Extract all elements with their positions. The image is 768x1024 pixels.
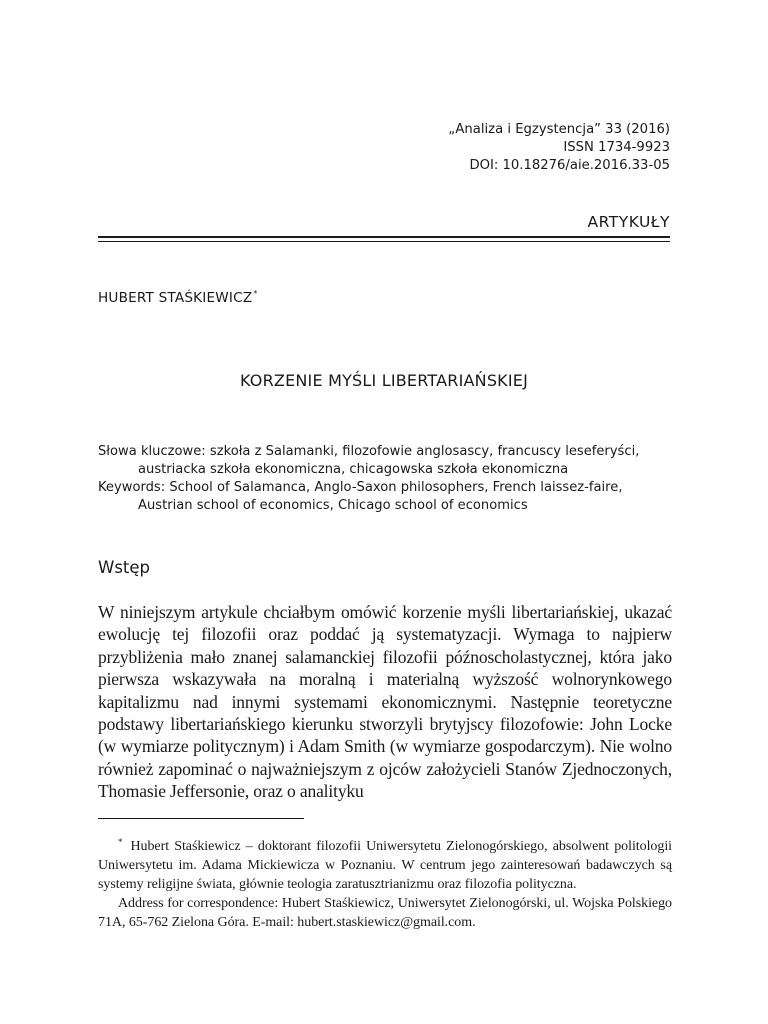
journal-doi: DOI: 10.18276/aie.2016.33-05 xyxy=(469,158,670,173)
journal-info xyxy=(448,121,670,175)
header-rule-thin xyxy=(98,241,670,242)
author-footnote-mark: * xyxy=(253,289,258,298)
body-paragraph: W niniejszym artykule chciałbym omówić korzenie myśli libertariańskiej, ukazać ewolucję tej filozofii oraz poddać ją systematyzacji. Wymaga to najpierw przybliżenia mało znanej salamanckiej filozofii późnoscholastycznej, która jako pierwsza wskazywała na moralną i materialną wyższość wolnorynkowego kapitalizmu nad innymi systemami ekonomicznymi. Następnie teoretyczne podstawy libertariańskiego kierunku stworzyli brytyjscy filozofowie: John Locke (w wymiarze politycznym) i Adam Smith (w wymiarze gospodarczym). Nie wolno również zapominać o najważniejszym z ojców założycieli Stanów Zjednoczonych, Thomasie Jeffersonie, oraz o analityku xyxy=(98,602,672,802)
keywords-block xyxy=(98,443,670,515)
journal-issn: ISSN 1734-9923 xyxy=(563,140,670,155)
section-heading: Wstęp xyxy=(98,558,151,577)
keywords-polish: Słowa kluczowe: szkoła z Salamanki, filozofowie anglosascy, francuscy leseferyści, austriacka szkoła ekonomiczna, chicagowska szkoła ekonomiczna xyxy=(98,444,640,477)
article-title: KORZENIE MYŚLI LIBERTARIAŃSKIEJ xyxy=(239,371,529,390)
section-label: ARTYKUŁY xyxy=(587,213,670,231)
footnote-2: Address for correspondence: Hubert Staśkiewicz, Uniwersytet Zielonogórski, ul. Wojska Polskiego 71A, 65-762 Zielona Góra. E-mail: hubert.staskiewicz@gmail.com. xyxy=(98,896,672,930)
footnote-mark: * xyxy=(118,837,123,847)
keywords-english: Keywords: School of Salamanca, Anglo-Saxon philosophers, French laissez-faire, Austrian school of economics, Chicago school of economics xyxy=(98,480,623,513)
footnote-1 xyxy=(98,833,672,894)
journal-citation: „Analiza i Egzystencja” 33 (2016) xyxy=(448,122,670,137)
footnote-rule xyxy=(98,818,304,819)
author-line xyxy=(98,289,258,306)
author-name: HUBERT STAŚKIEWICZ xyxy=(98,290,253,306)
footnotes xyxy=(98,833,672,932)
header-rule-thick xyxy=(98,236,670,238)
footnote-1-text: Hubert Staśkiewicz – doktorant filozofii Uniwersytetu Zielonogórskiego, absolwent politologii Uniwersytetu im. Adama Mickiewicza w Poznaniu. W centrum jego zainteresowań badawczych są systemy religijne świata, głównie teologia zaratusztrianizmu oraz filozofia polityczna. xyxy=(98,839,672,892)
